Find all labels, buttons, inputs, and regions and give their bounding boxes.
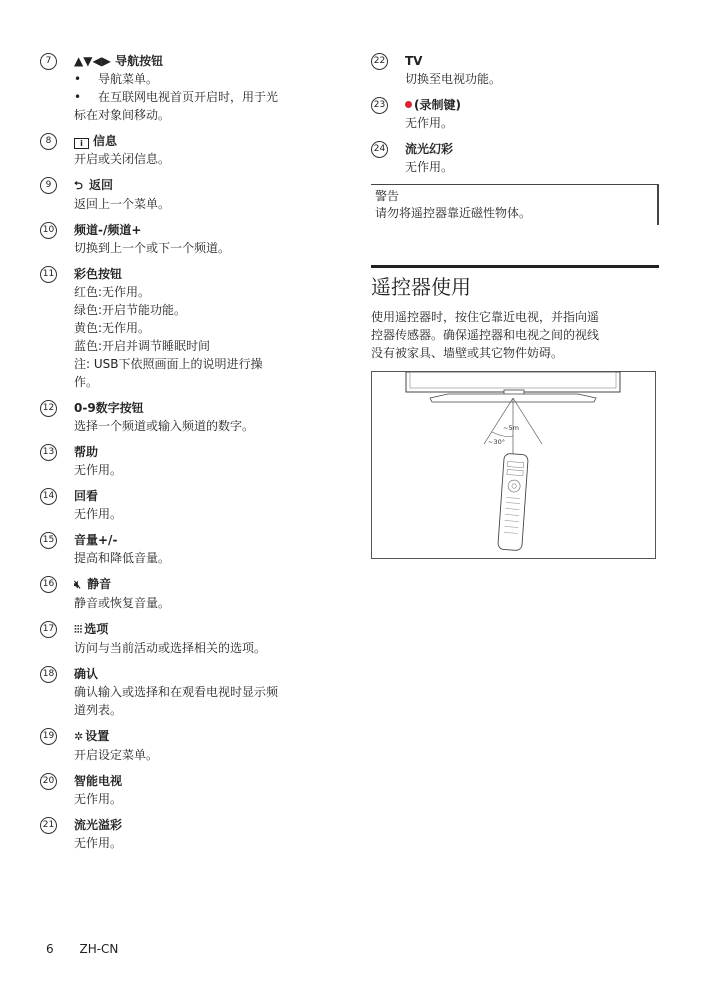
angle-label: ~30°: [488, 438, 505, 446]
item-number: 17: [40, 621, 57, 638]
item-number: 13: [40, 444, 57, 461]
item-desc: 无作用。: [74, 507, 123, 521]
angle-arc: [492, 432, 513, 437]
item-desc: 无作用。: [405, 160, 454, 174]
item-number: 8: [40, 133, 57, 150]
item-9: [40, 176, 330, 213]
item-8: [40, 132, 330, 168]
item-desc: 访问与当前活动或选择相关的选项。: [74, 641, 267, 655]
gear-icon: ✲: [74, 730, 84, 743]
item-21: [40, 816, 330, 852]
item-7: [40, 52, 330, 124]
remote-usage-figure: [371, 371, 656, 559]
item-title: ⮌ 返回: [74, 176, 330, 195]
item-number: 20: [40, 773, 57, 790]
item-desc: 绿色:开启节能功能。: [74, 303, 187, 317]
item-title: 彩色按钮: [74, 267, 123, 281]
item-number: 18: [40, 666, 57, 683]
page-footer: [46, 942, 140, 956]
item-desc: 无作用。: [405, 116, 454, 130]
item-number: 22: [371, 53, 388, 70]
item-10: [40, 221, 330, 257]
item-24: [371, 140, 659, 176]
item-16: [40, 575, 330, 612]
item-number: 9: [40, 177, 57, 194]
item-title: ✲ 设置: [74, 727, 330, 746]
item-title: 智能电视: [74, 774, 123, 788]
bullet: • 导航菜单。: [74, 72, 159, 86]
item-number: 19: [40, 728, 57, 745]
item-14: [40, 487, 330, 523]
item-desc: 开启或关闭信息。: [74, 152, 171, 166]
item-desc: 静音或恢复音量。: [74, 596, 171, 610]
item-desc: 提高和降低音量。: [74, 551, 171, 565]
item-title: (录制键): [405, 96, 659, 114]
mute-icon: 🔇︎: [74, 578, 81, 591]
item-title: 流光溢彩: [74, 818, 123, 832]
bullet: • 在互联网电视首页开启时，用于光: [74, 90, 279, 104]
back-icon: ⮌: [74, 179, 83, 192]
item-title: 🔇︎ 静音: [74, 575, 330, 594]
item-desc: 道列表。: [74, 703, 123, 717]
item-title: ⫶⫶⫶ 选项: [74, 620, 330, 639]
tv-screen: [406, 372, 620, 392]
item-number: 10: [40, 222, 57, 239]
item-title: TV: [405, 54, 423, 68]
item-18: [40, 665, 330, 719]
item-number: 12: [40, 400, 57, 417]
item-number: 11: [40, 266, 57, 283]
item-number: 7: [40, 53, 57, 70]
left-column: [40, 52, 330, 860]
warning-body: 请勿将遥控器靠近磁性物体。: [375, 206, 532, 220]
item-title: 帮助: [74, 445, 99, 459]
item-number: 21: [40, 817, 57, 834]
item-title: i 信息: [74, 132, 330, 150]
item-15: [40, 531, 330, 567]
sight-line-right: [513, 398, 542, 444]
section-rule: [371, 265, 659, 268]
item-19: [40, 727, 330, 764]
item-desc: 选择一个频道或输入频道的数字。: [74, 419, 255, 433]
distance-label: ~5m: [503, 424, 519, 432]
item-title: ▲▼◀▶ 导航按钮: [74, 54, 164, 68]
item-desc: 确认输入或选择和在观看电视时显示频: [74, 685, 279, 699]
tv-remote-illustration: [372, 372, 655, 558]
item-number: 14: [40, 488, 57, 505]
item-title: 0-9数字按钮: [74, 401, 144, 415]
item-desc: 切换至电视功能。: [405, 72, 502, 86]
item-desc: 黄色:无作用。: [74, 321, 151, 335]
item-desc: 无作用。: [74, 836, 123, 850]
item-title: 回看: [74, 489, 99, 503]
item-desc: 蓝色:开启并调节睡眠时间: [74, 339, 211, 353]
item-desc: 开启设定菜单。: [74, 748, 159, 762]
item-23: [371, 96, 659, 132]
item-12: [40, 399, 330, 435]
right-column: [371, 52, 659, 559]
page-number: 6: [46, 942, 54, 956]
item-desc: 注: USB下依照画面上的说明进行操: [74, 357, 263, 371]
item-title: 频道-/频道+: [74, 223, 142, 237]
info-icon: i: [74, 138, 89, 149]
item-number: 15: [40, 532, 57, 549]
item-title: 音量+/-: [74, 533, 118, 547]
item-number: 23: [371, 97, 388, 114]
item-desc: 无作用。: [74, 792, 123, 806]
language-code: ZH-CN: [79, 942, 119, 956]
options-icon: ⫶⫶⫶: [74, 623, 83, 636]
item-desc: 红色:无作用。: [74, 285, 151, 299]
item-title: 确认: [74, 667, 99, 681]
warning-title: 警告: [375, 189, 400, 203]
item-title: 流光幻彩: [405, 142, 454, 156]
item-20: [40, 772, 330, 808]
item-number: 24: [371, 141, 388, 158]
item-17: [40, 620, 330, 657]
item-13: [40, 443, 330, 479]
item-11: [40, 265, 330, 391]
warning-box: [371, 184, 659, 225]
item-22: [371, 52, 659, 88]
item-desc: 无作用。: [74, 463, 123, 477]
record-dot-icon: [405, 101, 412, 108]
section-paragraph: 使用遥控器时，按住它靠近电视，并指向遥 控器传感器。确保遥控器和电视之间的视线 没有被家具、墙壁或其它物件妨碍。: [371, 310, 600, 360]
item-desc: 返回上一个菜单。: [74, 197, 171, 211]
item-desc: 切换到上一个或下一个频道。: [74, 241, 231, 255]
remote-control: [498, 453, 529, 550]
section-heading: 遥控器使用: [371, 275, 471, 299]
item-desc: 作。: [74, 375, 99, 389]
bullet-continuation: 标在对象间移动。: [74, 108, 171, 122]
item-number: 16: [40, 576, 57, 593]
